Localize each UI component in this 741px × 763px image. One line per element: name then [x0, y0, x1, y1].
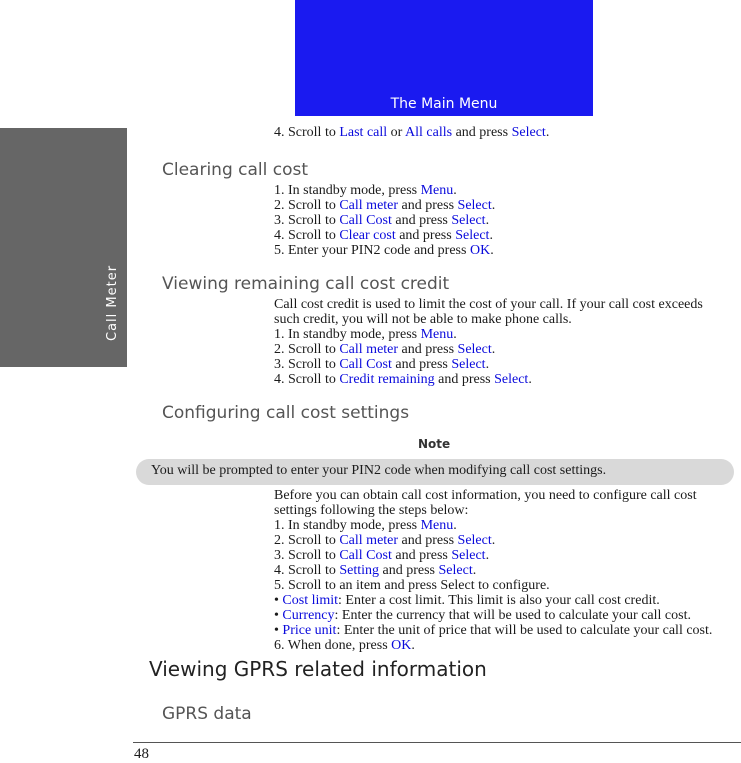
note-text: You will be prompted to enter your PIN2 code when modifying call cost settings.	[151, 463, 607, 478]
step-before-block	[274, 125, 549, 140]
keyword: Select	[457, 533, 492, 548]
step-line: 6. When done, press OK.	[274, 638, 415, 653]
step-line: 3. Scroll to Call Cost and press Select.	[274, 357, 490, 372]
keyword: Select	[438, 563, 473, 578]
keyword: Menu	[420, 518, 454, 533]
keyword: Select	[511, 125, 546, 140]
section-title-remaining: Viewing remaining call cost credit	[162, 274, 450, 294]
keyword: Select	[455, 228, 490, 243]
section-title-clearing: Clearing call cost	[162, 160, 309, 180]
step-line: 1. In standby mode, press Menu.	[274, 518, 457, 533]
keyword: Credit remaining	[339, 372, 435, 387]
keyword: All calls	[405, 125, 453, 140]
keyword: Call meter	[339, 533, 399, 548]
keyword: Price unit	[282, 623, 337, 638]
phone-screen-caption: The Main Menu	[390, 96, 498, 112]
intro-line: settings following the steps below:	[274, 503, 469, 518]
keyword: Select	[451, 213, 486, 228]
phone-screen-image	[295, 0, 593, 116]
keyword: Call Cost	[339, 548, 392, 563]
keyword: OK	[469, 243, 491, 258]
intro-line: Before you can obtain call cost information, you need to configure call cost	[274, 488, 697, 503]
keyword: Menu	[420, 327, 454, 342]
step-line: 4. Scroll to Clear cost and press Select.	[274, 228, 493, 243]
step-line: 2. Scroll to Call meter and press Select.	[274, 342, 496, 357]
keyword: OK	[391, 638, 412, 653]
keyword: Last call	[339, 125, 388, 140]
step-line: 1. In standby mode, press Menu.	[274, 327, 457, 342]
step-line: 5. Scroll to an item and press Select to configure.	[274, 578, 550, 593]
step-line: 1. In standby mode, press Menu.	[274, 183, 457, 198]
note-box	[136, 459, 734, 485]
step-line: 2. Scroll to Call meter and press Select.	[274, 198, 496, 213]
keyword: Select	[494, 372, 529, 387]
keyword: Menu	[420, 183, 454, 198]
keyword: Clear cost	[339, 228, 396, 243]
keyword: Select	[451, 548, 486, 563]
section-title-configuring: Configuring call cost settings	[162, 403, 410, 423]
step-line: 2. Scroll to Call meter and press Select.	[274, 533, 496, 548]
keyword: Currency	[282, 608, 335, 623]
keyword: Setting	[339, 563, 380, 578]
keyword: Cost limit	[282, 593, 339, 608]
step-line: 3. Scroll to Call Cost and press Select.	[274, 213, 490, 228]
keyword: Call Cost	[339, 357, 392, 372]
configuring-steps	[274, 488, 712, 653]
step-line: 4. Scroll to Last call or All calls and press Select.	[274, 125, 550, 140]
footer-divider	[133, 742, 741, 743]
chapter-side-tab	[0, 128, 127, 367]
bullet-line: • Price unit: Enter the unit of price that will be used to calculate your call cost.	[274, 623, 713, 638]
keyword: Call meter	[339, 198, 399, 213]
keyword: Select	[457, 198, 492, 213]
keyword: Select	[451, 357, 486, 372]
step-line: 4. Scroll to Credit remaining and press Select.	[274, 372, 532, 387]
step-line: 5. Enter your PIN2 code and press OK.	[274, 243, 494, 258]
page-number: 48	[134, 746, 149, 762]
note-label: Note	[418, 437, 451, 451]
intro-line: such credit, you will not be able to make phone calls.	[274, 312, 572, 327]
remaining-steps	[274, 297, 703, 387]
bullet-line: • Currency: Enter the currency that will be used to calculate your call cost.	[274, 608, 691, 623]
bullet-line: • Cost limit: Enter a cost limit. This limit is also your call cost credit.	[274, 593, 660, 608]
intro-line: Call cost credit is used to limit the cost of your call. If your call cost exceeds	[274, 297, 703, 312]
clearing-steps	[274, 183, 495, 258]
chapter-side-tab-label: Call Meter	[105, 264, 120, 341]
keyword: Select	[457, 342, 492, 357]
step-line: 3. Scroll to Call Cost and press Select.	[274, 548, 490, 563]
keyword: Call Cost	[339, 213, 392, 228]
subsection-title-gprs-data: GPRS data	[162, 704, 252, 724]
keyword: Call meter	[339, 342, 399, 357]
step-line: 4. Scroll to Setting and press Select.	[274, 563, 477, 578]
section-title-gprs: Viewing GPRS related information	[149, 657, 487, 681]
